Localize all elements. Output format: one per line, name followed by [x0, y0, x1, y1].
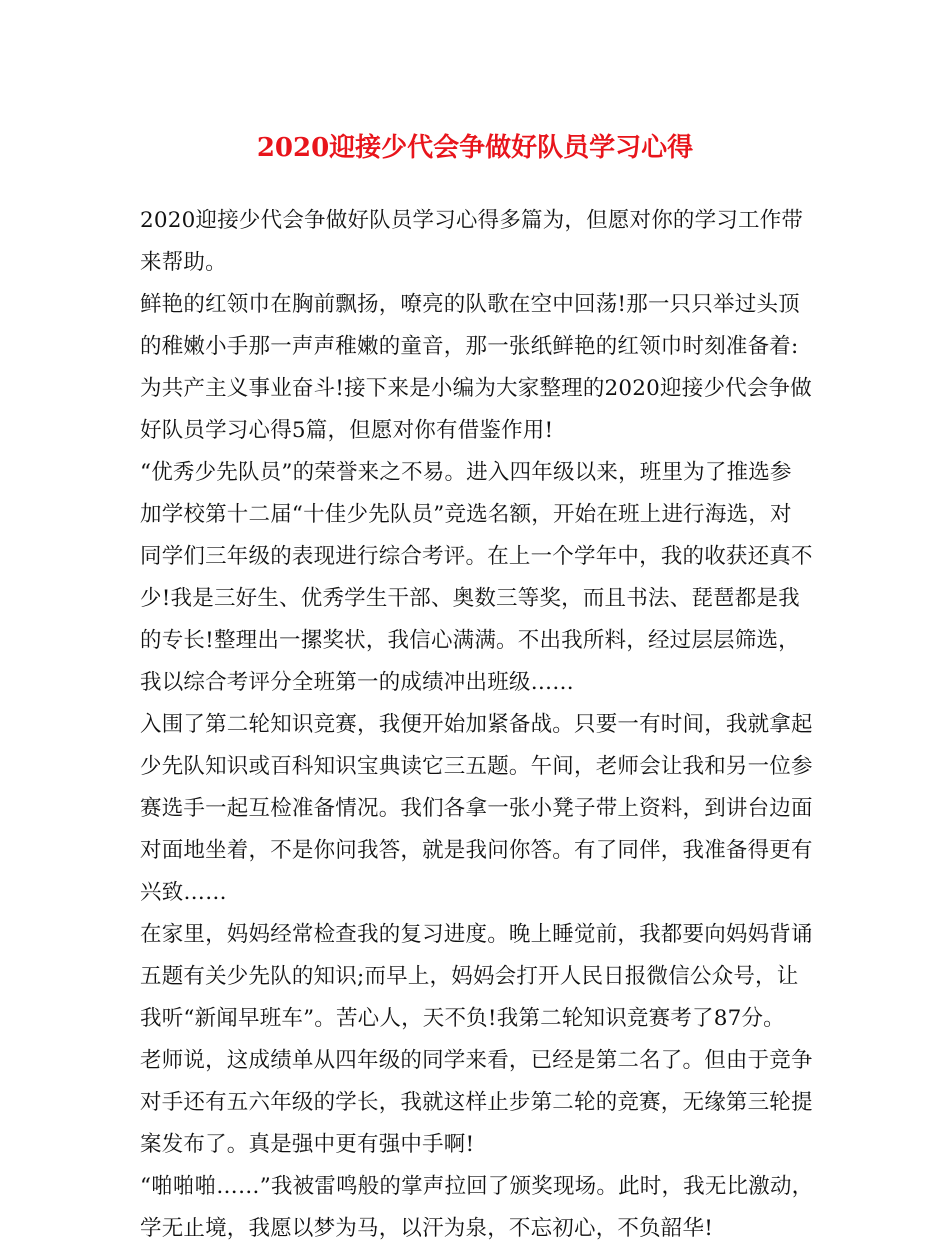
body-line: 为共产主义事业奋斗!接下来是小编为大家整理的2020迎接少代会争做 — [140, 376, 812, 401]
body-line: 兴致…… — [140, 880, 227, 905]
body-line: 对面地坐着，不是你问我答，就是我问你答。有了同伴，我准备得更有 — [140, 838, 813, 863]
body-line: 案发布了。真是强中更有强中手啊! — [140, 1132, 475, 1157]
body-line: 我听“新闻早班车”。苦心人，天不负!我第二轮知识竞赛考了87分。 — [140, 1006, 785, 1031]
body-line: 学无止境，我愿以梦为马，以汗为泉，不忘初心，不负韶华! — [140, 1216, 714, 1241]
body-line: 入围了第二轮知识竞赛，我便开始加紧备战。只要一有时间，我就拿起 — [140, 712, 813, 737]
body-line: 好队员学习心得5篇，但愿对你有借鉴作用! — [140, 418, 554, 443]
body-line: 五题有关少先队的知识;而早上，妈妈会打开人民日报微信公众号，让 — [140, 964, 799, 989]
body-line: 加学校第十二届“十佳少先队员”竞选名额，开始在班上进行海选，对 — [140, 502, 792, 527]
body-line: 的稚嫩小手那一声声稚嫩的童音，那一张纸鲜艳的红领巾时刻准备着: — [140, 334, 799, 359]
document-title: 2020迎接少代会争做好队员学习心得 — [256, 133, 694, 163]
body-line: 在家里，妈妈经常检查我的复习进度。晚上睡觉前，我都要向妈妈背诵 — [140, 922, 813, 947]
body-line: 2020迎接少代会争做好队员学习心得多篇为，但愿对你的学习工作带 — [140, 208, 804, 233]
body-line: 老师说，这成绩单从四年级的同学来看，已经是第二名了。但由于竞争 — [140, 1048, 813, 1073]
body-line: 的专长!整理出一摞奖状，我信心满满。不出我所料，经过层层筛选， — [140, 628, 800, 653]
body-line: 同学们三年级的表现进行综合考评。在上一个学年中，我的收获还真不 — [140, 544, 813, 569]
body-line: 我以综合考评分全班第一的成绩冲出班级…… — [140, 670, 575, 695]
body-line: 鲜艳的红领巾在胸前飘扬，嘹亮的队歌在空中回荡!那一只只举过头顶 — [140, 292, 800, 317]
body-line: 对手还有五六年级的学长，我就这样止步第二轮的竞赛，无缘第三轮提 — [140, 1090, 813, 1115]
body-line: 来帮助。 — [140, 250, 227, 275]
body-line: “优秀少先队员”的荣誉来之不易。进入四年级以来，班里为了推选参 — [140, 460, 792, 485]
body-line: 少!我是三好生、优秀学生干部、奥数三等奖，而且书法、琵琶都是我 — [140, 586, 800, 611]
body-line: 少先队知识或百科知识宝典读它三五题。午间，老师会让我和另一位参 — [140, 754, 813, 779]
document-body — [140, 200, 830, 1250]
body-line: “啪啪啪……”我被雷鸣般的掌声拉回了颁奖现场。此时，我无比激动， — [140, 1174, 814, 1199]
body-line: 赛选手一起互检准备情况。我们各拿一张小凳子带上资料，到讲台边面 — [140, 796, 813, 821]
